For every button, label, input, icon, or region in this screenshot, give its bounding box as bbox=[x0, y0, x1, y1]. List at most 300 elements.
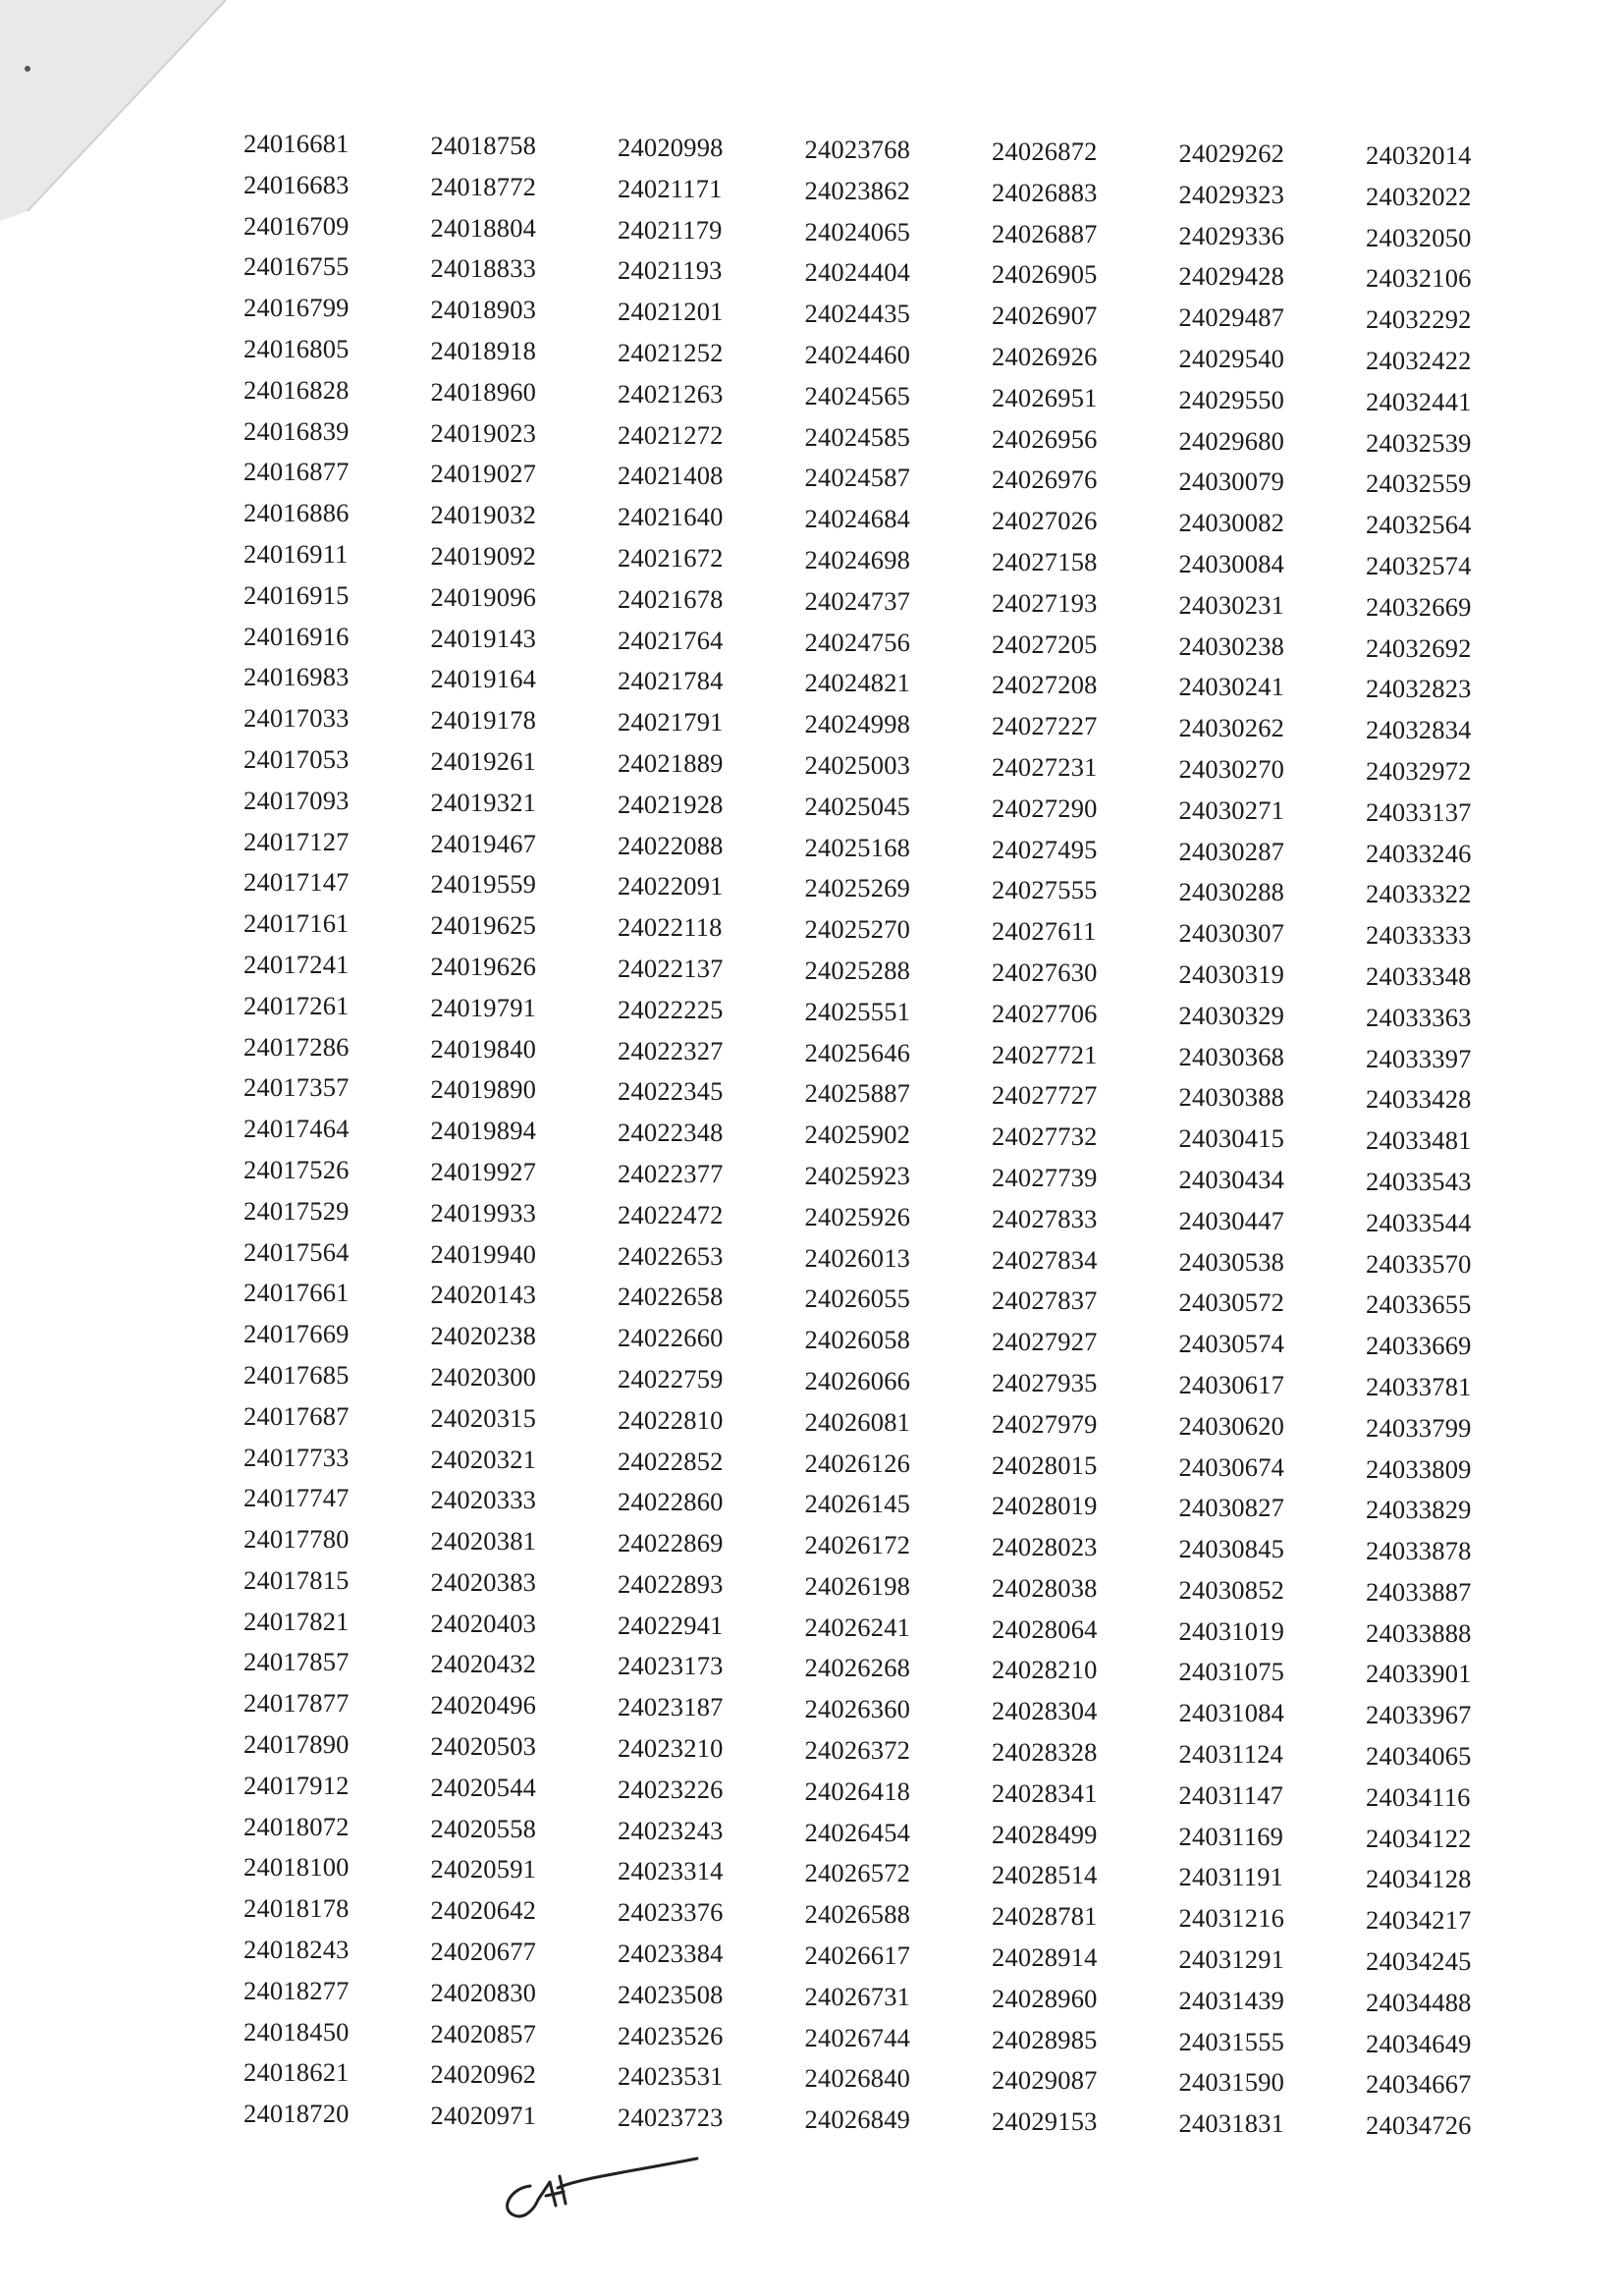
roll-number: 24032539 bbox=[1366, 427, 1472, 458]
roll-number: 24017261 bbox=[244, 990, 350, 1020]
roll-number: 24023210 bbox=[618, 1733, 724, 1764]
roll-number: 24027158 bbox=[992, 546, 1098, 576]
roll-number: 24026872 bbox=[992, 137, 1098, 166]
roll-number: 24028304 bbox=[992, 1696, 1098, 1726]
roll-number: 24030079 bbox=[1178, 466, 1285, 497]
roll-number: 24033669 bbox=[1366, 1331, 1472, 1361]
roll-number: 24017529 bbox=[244, 1195, 350, 1226]
roll-number: 24019890 bbox=[430, 1074, 537, 1105]
roll-number: 24026956 bbox=[992, 423, 1098, 454]
roll-number: 24021784 bbox=[618, 666, 724, 696]
roll-number: 24022658 bbox=[618, 1282, 724, 1312]
roll-number: 24025269 bbox=[804, 873, 911, 903]
roll-number: 24033570 bbox=[1366, 1248, 1472, 1279]
roll-number: 24026883 bbox=[992, 177, 1098, 207]
roll-number: 24032823 bbox=[1366, 674, 1472, 704]
roll-number: 24030572 bbox=[1178, 1287, 1285, 1318]
roll-number: 24019321 bbox=[430, 787, 537, 817]
roll-number: 24016877 bbox=[244, 457, 350, 487]
roll-number: 24030434 bbox=[1178, 1164, 1285, 1194]
roll-number: 24030238 bbox=[1178, 630, 1285, 661]
roll-number: 24018621 bbox=[244, 2057, 350, 2088]
roll-number: 24025902 bbox=[804, 1120, 911, 1150]
roll-number: 24022348 bbox=[618, 1118, 724, 1148]
roll-number: 24017821 bbox=[244, 1606, 350, 1636]
roll-number: 24019178 bbox=[430, 705, 537, 736]
roll-number: 24022472 bbox=[618, 1199, 724, 1229]
roll-number: 24024065 bbox=[804, 216, 911, 246]
roll-number: 24030368 bbox=[1178, 1041, 1285, 1071]
roll-number: 24020300 bbox=[430, 1361, 537, 1392]
roll-number: 24020432 bbox=[430, 1649, 537, 1679]
roll-number: 24021764 bbox=[618, 625, 724, 655]
roll-number: 24016805 bbox=[244, 333, 350, 363]
roll-column-2 bbox=[431, 126, 621, 2137]
roll-number: 24031831 bbox=[1178, 2108, 1285, 2139]
roll-number: 24027611 bbox=[992, 916, 1097, 947]
roll-number: 24019467 bbox=[430, 828, 537, 858]
roll-number: 24017161 bbox=[244, 908, 350, 939]
roll-number: 24031075 bbox=[1178, 1657, 1285, 1687]
roll-number: 24017033 bbox=[244, 703, 350, 734]
roll-number: 24027193 bbox=[992, 587, 1098, 618]
roll-number: 24026145 bbox=[804, 1489, 911, 1519]
roll-number: 24021791 bbox=[618, 707, 724, 737]
roll-number: 24018277 bbox=[244, 1975, 350, 2005]
roll-number: 24032559 bbox=[1366, 468, 1472, 499]
roll-number: 24026198 bbox=[804, 1570, 911, 1601]
roll-number: 24027231 bbox=[992, 751, 1098, 782]
roll-number: 24025923 bbox=[804, 1160, 911, 1190]
roll-number: 24030827 bbox=[1178, 1493, 1285, 1523]
roll-number: 24028960 bbox=[992, 1983, 1098, 2013]
roll-number: 24016683 bbox=[244, 169, 350, 199]
roll-number: 24016983 bbox=[244, 662, 350, 692]
roll-number: 24028341 bbox=[992, 1777, 1098, 1808]
roll-number: 24024684 bbox=[804, 504, 911, 534]
roll-number: 24018720 bbox=[244, 2099, 350, 2129]
roll-number: 24021171 bbox=[618, 173, 723, 203]
roll-number: 24023314 bbox=[618, 1856, 724, 1886]
roll-number: 24031147 bbox=[1178, 1779, 1284, 1810]
roll-number: 24028210 bbox=[992, 1655, 1098, 1685]
roll-number: 24029336 bbox=[1178, 220, 1285, 250]
roll-number: 24034122 bbox=[1366, 1823, 1472, 1853]
roll-number: 24023531 bbox=[618, 2061, 724, 2092]
roll-number: 24026360 bbox=[804, 1694, 911, 1724]
roll-number: 24033246 bbox=[1366, 838, 1472, 868]
roll-number: 24033363 bbox=[1366, 1002, 1472, 1032]
roll-number: 24033428 bbox=[1366, 1084, 1472, 1115]
roll-number: 24016681 bbox=[244, 129, 350, 158]
roll-number: 24022377 bbox=[618, 1158, 724, 1188]
roll-number: 24030307 bbox=[1178, 918, 1285, 949]
roll-number: 24021889 bbox=[618, 747, 724, 778]
roll-number: 24022810 bbox=[618, 1404, 724, 1435]
roll-number: 24021928 bbox=[618, 789, 724, 819]
roll-number: 24019023 bbox=[430, 417, 537, 448]
roll-number: 24033967 bbox=[1366, 1700, 1472, 1730]
roll-number: 24024698 bbox=[804, 544, 911, 574]
roll-column-5 bbox=[992, 132, 1181, 2143]
roll-number: 24017912 bbox=[244, 1770, 350, 1800]
roll-number: 24020857 bbox=[430, 2018, 537, 2048]
roll-number: 24019940 bbox=[430, 1238, 537, 1269]
roll-number: 24029487 bbox=[1178, 302, 1285, 333]
roll-number: 24022860 bbox=[618, 1487, 724, 1517]
roll-column-1 bbox=[244, 124, 433, 2135]
roll-number: 24020403 bbox=[430, 1608, 537, 1638]
roll-number: 24020544 bbox=[430, 1772, 537, 1802]
roll-number: 24022869 bbox=[618, 1528, 724, 1558]
roll-number: 24021193 bbox=[618, 255, 723, 286]
roll-number: 24033333 bbox=[1366, 920, 1472, 951]
roll-number: 24017780 bbox=[244, 1524, 350, 1555]
roll-number: 24034667 bbox=[1366, 2069, 1472, 2100]
roll-number: 24016709 bbox=[244, 210, 350, 241]
roll-number: 24019626 bbox=[430, 951, 537, 981]
roll-number: 24018100 bbox=[244, 1852, 350, 1883]
roll-number: 24020830 bbox=[430, 1977, 537, 2007]
roll-number: 24023768 bbox=[804, 135, 911, 164]
roll-number: 24033544 bbox=[1366, 1207, 1472, 1237]
roll-number: 24017685 bbox=[244, 1359, 350, 1390]
roll-number: 24025168 bbox=[804, 832, 911, 862]
roll-number: 24017286 bbox=[244, 1031, 350, 1062]
roll-number: 24027290 bbox=[992, 792, 1098, 823]
roll-number: 24030262 bbox=[1178, 713, 1285, 743]
roll-number: 24026887 bbox=[992, 218, 1098, 248]
roll-number: 24017053 bbox=[244, 743, 350, 774]
roll-number: 24032422 bbox=[1366, 345, 1472, 375]
roll-number: 24034726 bbox=[1366, 2110, 1472, 2141]
roll-number: 24032022 bbox=[1366, 181, 1472, 211]
roll-number: 24021678 bbox=[618, 583, 724, 614]
roll-number: 24033901 bbox=[1366, 1659, 1472, 1689]
roll-number: 24022759 bbox=[618, 1363, 724, 1393]
roll-column-4 bbox=[805, 130, 995, 2141]
roll-number: 24025926 bbox=[804, 1201, 911, 1231]
roll-number: 24025003 bbox=[804, 749, 911, 780]
roll-number: 24026617 bbox=[804, 1940, 911, 1971]
roll-number: 24026907 bbox=[992, 300, 1098, 331]
roll-column-7 bbox=[1366, 136, 1555, 2147]
roll-number: 24033781 bbox=[1366, 1371, 1472, 1401]
roll-number: 24019027 bbox=[430, 459, 537, 489]
roll-number: 24022653 bbox=[618, 1240, 724, 1271]
roll-number: 24021201 bbox=[618, 297, 724, 327]
roll-number: 24022091 bbox=[618, 871, 724, 901]
roll-number: 24017733 bbox=[244, 1442, 350, 1472]
roll-number: 24023187 bbox=[618, 1692, 724, 1722]
roll-number: 24033322 bbox=[1366, 879, 1472, 909]
roll-number: 24028781 bbox=[992, 1901, 1098, 1932]
roll-number: 24017564 bbox=[244, 1236, 350, 1267]
roll-number: 24017241 bbox=[244, 949, 350, 979]
roll-number: 24018072 bbox=[244, 1811, 350, 1841]
signature-mark bbox=[491, 2149, 727, 2227]
roll-number: 24026372 bbox=[804, 1735, 911, 1766]
roll-number: 24017877 bbox=[244, 1688, 350, 1719]
roll-number: 24034488 bbox=[1366, 1987, 1472, 2017]
roll-number: 24031169 bbox=[1178, 1821, 1284, 1851]
roll-number: 24030447 bbox=[1178, 1205, 1285, 1235]
roll-number-grid bbox=[234, 124, 1510, 2141]
roll-number: 24018833 bbox=[430, 253, 537, 284]
roll-number: 24031216 bbox=[1178, 1903, 1285, 1934]
roll-number: 24019927 bbox=[430, 1156, 537, 1186]
roll-number: 24018450 bbox=[244, 2016, 350, 2047]
roll-number: 24027979 bbox=[992, 1408, 1098, 1439]
roll-number: 24030852 bbox=[1178, 1574, 1285, 1605]
roll-number: 24026418 bbox=[804, 1775, 911, 1806]
roll-number: 24032014 bbox=[1366, 140, 1472, 170]
roll-number: 24025270 bbox=[804, 914, 911, 945]
roll-number: 24027721 bbox=[992, 1039, 1098, 1069]
roll-number: 24020383 bbox=[430, 1566, 537, 1597]
roll-number: 24025551 bbox=[804, 996, 911, 1026]
roll-number: 24033878 bbox=[1366, 1536, 1472, 1566]
roll-number: 24025646 bbox=[804, 1037, 911, 1067]
roll-number: 24028019 bbox=[992, 1491, 1098, 1521]
roll-number: 24026976 bbox=[992, 464, 1098, 495]
roll-number: 24026013 bbox=[804, 1242, 911, 1273]
roll-number: 24027555 bbox=[992, 875, 1098, 905]
roll-number: 24031590 bbox=[1178, 2067, 1285, 2098]
roll-number: 24017147 bbox=[244, 867, 350, 898]
roll-number: 24026588 bbox=[804, 1899, 911, 1930]
roll-number: 24030231 bbox=[1178, 589, 1285, 620]
roll-number: 24032050 bbox=[1366, 222, 1472, 252]
roll-number: 24021179 bbox=[618, 214, 723, 245]
roll-number: 24019625 bbox=[430, 910, 537, 941]
roll-number: 24024585 bbox=[804, 421, 911, 452]
roll-number: 24031124 bbox=[1178, 1739, 1284, 1770]
roll-number: 24021252 bbox=[618, 337, 724, 367]
roll-number: 24028015 bbox=[992, 1449, 1098, 1480]
roll-number: 24030084 bbox=[1178, 548, 1285, 578]
roll-number: 24023526 bbox=[618, 2020, 724, 2050]
roll-number: 24024404 bbox=[804, 257, 911, 288]
roll-number: 24027227 bbox=[992, 711, 1098, 741]
roll-number: 24016911 bbox=[244, 538, 349, 569]
roll-number: 24017464 bbox=[244, 1114, 350, 1144]
roll-number: 24026744 bbox=[804, 2022, 911, 2052]
roll-number: 24018243 bbox=[244, 1935, 350, 1965]
roll-number: 24018960 bbox=[430, 376, 537, 407]
roll-number: 24022225 bbox=[618, 994, 724, 1024]
roll-number: 24026840 bbox=[804, 2063, 911, 2094]
roll-number: 24019894 bbox=[430, 1116, 537, 1146]
roll-number: 24034217 bbox=[1366, 1905, 1472, 1936]
roll-number: 24026055 bbox=[804, 1284, 911, 1314]
roll-number: 24019840 bbox=[430, 1033, 537, 1064]
roll-number: 24021672 bbox=[618, 542, 724, 573]
roll-column-6 bbox=[1179, 134, 1369, 2145]
roll-number: 24032692 bbox=[1366, 632, 1472, 663]
roll-number: 24019559 bbox=[430, 869, 537, 900]
roll-number: 24026126 bbox=[804, 1447, 911, 1478]
roll-number: 24018178 bbox=[244, 1893, 350, 1924]
roll-number: 24031084 bbox=[1178, 1698, 1285, 1728]
roll-number: 24026081 bbox=[804, 1406, 911, 1437]
roll-number: 24021640 bbox=[618, 502, 724, 532]
roll-number: 24026268 bbox=[804, 1653, 911, 1683]
roll-number: 24032292 bbox=[1366, 304, 1472, 335]
roll-number: 24022137 bbox=[618, 953, 724, 983]
roll-number: 24030287 bbox=[1178, 836, 1285, 866]
roll-number: 24029153 bbox=[992, 2106, 1098, 2137]
roll-number: 24023243 bbox=[618, 1815, 724, 1845]
roll-number: 24030271 bbox=[1178, 794, 1285, 825]
roll-number: 24022941 bbox=[618, 1610, 724, 1640]
roll-number: 24033348 bbox=[1366, 960, 1472, 991]
roll-number: 24031555 bbox=[1178, 2026, 1285, 2056]
roll-number: 24033799 bbox=[1366, 1412, 1472, 1443]
roll-number: 24020591 bbox=[430, 1854, 537, 1884]
roll-number: 24027706 bbox=[992, 998, 1098, 1028]
roll-number: 24019092 bbox=[430, 540, 537, 571]
roll-number: 24034116 bbox=[1366, 1781, 1471, 1812]
roll-number: 24020381 bbox=[430, 1526, 537, 1557]
roll-number: 24024565 bbox=[804, 380, 911, 410]
roll-number: 24033481 bbox=[1366, 1125, 1472, 1156]
roll-number: 24021263 bbox=[618, 378, 724, 409]
roll-number: 24017127 bbox=[244, 826, 350, 856]
roll-number: 24029087 bbox=[992, 2065, 1098, 2096]
roll-number: 24032106 bbox=[1366, 263, 1472, 294]
roll-number: 24033887 bbox=[1366, 1576, 1472, 1607]
roll-number: 24028328 bbox=[992, 1737, 1098, 1768]
roll-number: 24031191 bbox=[1178, 1862, 1284, 1892]
roll-number: 24020998 bbox=[618, 133, 724, 162]
roll-number: 24019261 bbox=[430, 745, 537, 776]
roll-number: 24017357 bbox=[244, 1072, 350, 1103]
roll-number: 24026572 bbox=[804, 1858, 911, 1888]
roll-number: 24027727 bbox=[992, 1080, 1098, 1111]
roll-number: 24016828 bbox=[244, 374, 350, 405]
roll-number: 24030617 bbox=[1178, 1369, 1285, 1399]
roll-number: 24020971 bbox=[430, 2101, 537, 2131]
roll-number: 24020558 bbox=[430, 1813, 537, 1843]
roll-number: 24020333 bbox=[430, 1485, 537, 1515]
roll-number: 24030329 bbox=[1178, 1000, 1285, 1030]
roll-number: 24017890 bbox=[244, 1729, 350, 1760]
roll-number: 24024756 bbox=[804, 627, 911, 657]
roll-number: 24027205 bbox=[992, 628, 1098, 659]
roll-number: 24033543 bbox=[1366, 1166, 1472, 1196]
roll-number: 24017526 bbox=[244, 1154, 350, 1184]
roll-number: 24023226 bbox=[618, 1774, 724, 1804]
roll-number: 24030674 bbox=[1178, 1451, 1285, 1482]
roll-number: 24028499 bbox=[992, 1819, 1098, 1849]
roll-number: 24022852 bbox=[618, 1446, 724, 1476]
roll-number: 24023862 bbox=[804, 175, 911, 205]
roll-number: 24017857 bbox=[244, 1647, 350, 1677]
roll-number: 24034245 bbox=[1366, 1946, 1472, 1977]
roll-number: 24020321 bbox=[430, 1444, 537, 1474]
roll-number: 24033809 bbox=[1366, 1453, 1472, 1484]
roll-number: 24020315 bbox=[430, 1402, 537, 1433]
roll-number: 24030241 bbox=[1178, 672, 1285, 702]
roll-number: 24029550 bbox=[1178, 384, 1285, 414]
roll-number: 24016755 bbox=[244, 251, 350, 282]
roll-number: 24030270 bbox=[1178, 753, 1285, 784]
roll-number: 24029680 bbox=[1178, 425, 1285, 456]
roll-number: 24017669 bbox=[244, 1319, 350, 1349]
roll-number: 24019143 bbox=[430, 623, 537, 653]
roll-number: 24029540 bbox=[1178, 343, 1285, 373]
roll-number: 24033655 bbox=[1366, 1289, 1472, 1320]
roll-number: 24026951 bbox=[992, 382, 1098, 412]
roll-number: 24027833 bbox=[992, 1203, 1098, 1233]
roll-number: 24028914 bbox=[992, 1942, 1098, 1973]
roll-number: 24019791 bbox=[430, 992, 537, 1022]
roll-number: 24025288 bbox=[804, 955, 911, 985]
roll-number: 24024821 bbox=[804, 668, 911, 698]
roll-number: 24018804 bbox=[430, 212, 537, 243]
roll-number: 24020642 bbox=[430, 1895, 537, 1926]
roll-number: 24026849 bbox=[804, 2104, 911, 2135]
roll-number: 24025045 bbox=[804, 791, 911, 821]
roll-number: 24026905 bbox=[992, 259, 1098, 290]
roll-number: 24033137 bbox=[1366, 796, 1472, 827]
roll-number: 24018903 bbox=[430, 295, 537, 325]
roll-number: 24027495 bbox=[992, 834, 1098, 864]
roll-number: 24019164 bbox=[430, 664, 537, 694]
roll-number: 24029428 bbox=[1178, 261, 1285, 292]
roll-number: 24031019 bbox=[1178, 1615, 1285, 1646]
roll-number: 24034065 bbox=[1366, 1741, 1472, 1772]
roll-number: 24027208 bbox=[992, 670, 1098, 700]
roll-number: 24034649 bbox=[1366, 2028, 1472, 2058]
roll-number: 24020503 bbox=[430, 1731, 537, 1762]
roll-number: 24030082 bbox=[1178, 508, 1285, 538]
roll-number: 24020143 bbox=[430, 1280, 537, 1310]
roll-number: 24026926 bbox=[992, 341, 1098, 371]
roll-number: 24030319 bbox=[1178, 958, 1285, 989]
roll-number: 24024435 bbox=[804, 299, 911, 329]
roll-number: 24026172 bbox=[804, 1530, 911, 1560]
roll-number: 24017687 bbox=[244, 1400, 350, 1431]
roll-number: 24020496 bbox=[430, 1690, 537, 1720]
roll-number: 24022345 bbox=[618, 1076, 724, 1107]
roll-number: 24023384 bbox=[618, 1939, 724, 1969]
roll-number: 24025887 bbox=[804, 1078, 911, 1109]
roll-number: 24020677 bbox=[430, 1937, 537, 1967]
roll-number: 24033397 bbox=[1366, 1043, 1472, 1073]
roll-number: 24027935 bbox=[992, 1367, 1098, 1397]
roll-number: 24016916 bbox=[244, 621, 350, 651]
roll-number: 24016915 bbox=[244, 579, 350, 610]
roll-number: 24022088 bbox=[618, 830, 724, 860]
roll-number: 24023173 bbox=[618, 1651, 724, 1681]
roll-number: 24028023 bbox=[992, 1532, 1098, 1562]
roll-number: 24030845 bbox=[1178, 1534, 1285, 1564]
roll-number: 24030288 bbox=[1178, 877, 1285, 907]
roll-number: 24029262 bbox=[1178, 138, 1285, 168]
roll-number: 24016839 bbox=[244, 415, 350, 446]
roll-number: 24027739 bbox=[992, 1162, 1098, 1192]
roll-number: 24027927 bbox=[992, 1327, 1098, 1357]
roll-number: 24018918 bbox=[430, 335, 537, 365]
roll-number: 24017815 bbox=[244, 1564, 350, 1595]
roll-number: 24022893 bbox=[618, 1568, 724, 1599]
roll-number: 24019032 bbox=[430, 500, 537, 530]
roll-number: 24029323 bbox=[1178, 179, 1285, 209]
roll-number: 24032441 bbox=[1366, 386, 1472, 416]
roll-number: 24030415 bbox=[1178, 1123, 1285, 1154]
